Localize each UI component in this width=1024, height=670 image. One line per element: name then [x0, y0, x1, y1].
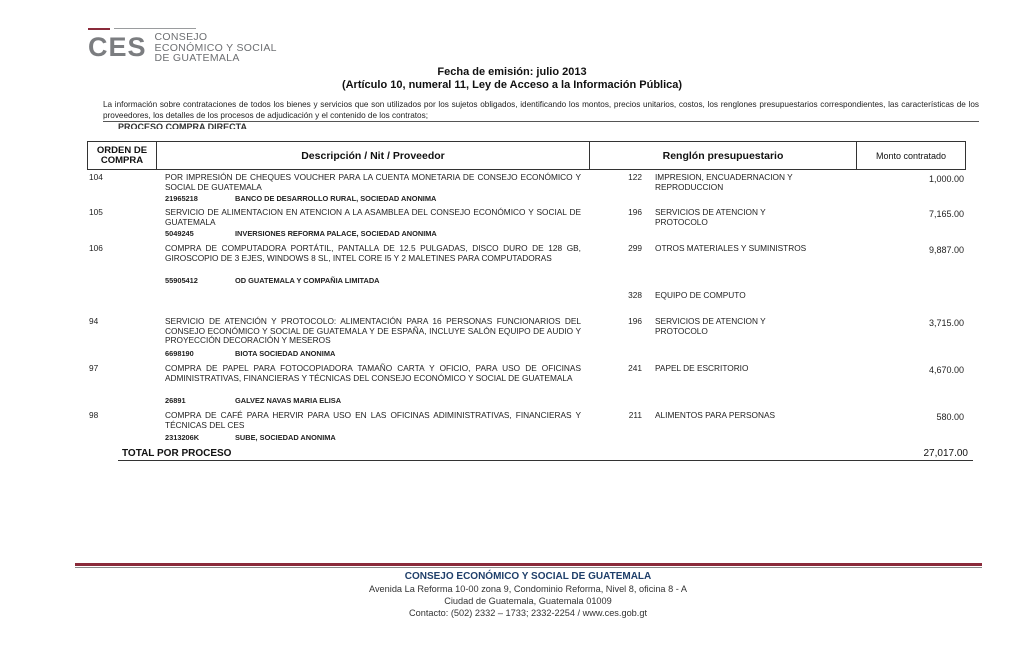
- row-descripcion: COMPRA DE COMPUTADORA PORTÁTIL, PANTALLA DE 12.5 PULGADAS, DISCO DURO DE 128 GB, GIROSCOPIO DE 3 EJES, WINDOWS 8 SL, INTEL CORE I5 Y 2 MALETINES PARA COMPUTADORAS: [165, 243, 581, 263]
- row-orden: 98: [89, 410, 99, 420]
- row-monto: 4,670.00: [928, 365, 964, 375]
- row-orden: 105: [89, 207, 103, 217]
- row-renglon-code: 241: [628, 363, 642, 373]
- logo-mark: CES: [88, 32, 147, 63]
- row-renglon-desc: SERVICIOS DE ATENCION Y PROTOCOLO: [655, 316, 766, 336]
- row-renglon-code: 196: [628, 207, 642, 217]
- footer-city: Ciudad de Guatemala, Guatemala 01009: [444, 596, 612, 606]
- row-descripcion: SERVICIO DE ATENCIÓN Y PROTOCOLO: ALIMENTACIÓN PARA 16 PERSONAS FUNCIONARIOS DEL CONSEJO ECONÓMICO Y SOCIAL DE GUATEMALA Y DE ESPAÑA, INCLUYE SALÓN EQUIPO DE AUDIO Y PROYECCIÓN DECORACIÓN Y MESEROS: [165, 316, 581, 346]
- footer-rule: [75, 563, 982, 566]
- footer-organization: CONSEJO ECONÓMICO Y SOCIAL DE GUATEMALA: [404, 571, 652, 582]
- row-proveedor: [165, 396, 341, 405]
- row-descripcion: COMPRA DE CAFÉ PARA HERVIR PARA USO EN LAS OFICINAS ADIMINISTRATIVAS, FINANCIERAS Y TÉCNICAS DEL CES: [165, 410, 581, 430]
- col-renglon: Renglón presupuestario: [590, 142, 857, 170]
- row-renglon-code: 122: [628, 172, 642, 182]
- row-renglon-code: 196: [628, 316, 642, 326]
- intro-paragraph: La información sobre contrataciones de todos los bienes y servicios que son utilizados por los sujetos obligados, identificando los montos, precios unitarios, costos, los renglones presupuestarios correspondientes, las características de los proveedores, los detalles de los procesos de adjudicación y el contenido de los contratos;: [103, 100, 979, 120]
- row-orden: 94: [89, 316, 99, 326]
- row-nit: 55905412: [165, 276, 198, 285]
- row-nit: 5049245: [165, 229, 194, 238]
- row-proveedor-name: BANCO DE DESARROLLO RURAL, SOCIEDAD ANONIMA: [235, 194, 437, 203]
- logo-line-2: ECONÓMICO Y SOCIAL: [154, 41, 277, 54]
- row-proveedor-name: OD GUATEMALA Y COMPAÑIA LIMITADA: [235, 276, 380, 285]
- row-renglon-desc: PAPEL DE ESCRITORIO: [655, 363, 749, 373]
- legal-reference: (Artículo 10, numeral 11, Ley de Acceso a la Información Pública): [341, 79, 683, 91]
- row-proveedor: [165, 349, 335, 358]
- row-proveedor: [165, 276, 380, 285]
- footer-address: Avenida La Reforma 10-00 zona 9, Condominio Reforma, Nivel 8, oficina 8 - A: [369, 584, 687, 594]
- total-label: TOTAL POR PROCESO: [122, 448, 232, 459]
- row-nit: 21965218: [165, 194, 198, 203]
- row-monto: 3,715.00: [928, 318, 964, 328]
- row-renglon-desc: OTROS MATERIALES Y SUMINISTROS: [655, 243, 807, 253]
- row-monto: 7,165.00: [928, 209, 964, 219]
- row-nit: 2313206K: [165, 433, 200, 442]
- row-orden: 104: [89, 172, 103, 182]
- row-renglon-desc: ALIMENTOS PARA PERSONAS: [655, 410, 776, 420]
- row-renglon-desc-2: EQUIPO DE COMPUTO: [655, 290, 746, 300]
- footer-rule-thin: [75, 567, 982, 568]
- total-divider: [118, 460, 973, 461]
- intro-divider: [103, 121, 979, 122]
- total-value: 27,017.00: [923, 448, 968, 459]
- row-proveedor: [165, 229, 437, 238]
- row-monto: 580.00: [936, 412, 964, 422]
- row-nit: 6698190: [165, 349, 194, 358]
- col-descripcion: Descripción / Nit / Proveedor: [157, 142, 590, 170]
- col-orden-compra: ORDEN DE COMPRA: [88, 142, 157, 170]
- row-proveedor-name: BIOTA SOCIEDAD ANONIMA: [235, 349, 336, 358]
- row-nit: 26891: [165, 396, 186, 405]
- row-orden: 97: [89, 363, 99, 373]
- logo-accent-icon: [88, 28, 196, 32]
- logo-text: [155, 32, 277, 64]
- row-monto: 9,887.00: [928, 245, 964, 255]
- row-renglon-code: 299: [628, 243, 642, 253]
- issue-date: Fecha de emisión: julio 2013: [437, 66, 587, 78]
- row-proveedor-name: SUBE, SOCIEDAD ANONIMA: [235, 433, 336, 442]
- row-renglon-desc: IMPRESION, ENCUADERNACION Y REPRODUCCION: [655, 172, 793, 192]
- col-monto: Monto contratado: [857, 142, 966, 170]
- row-orden: 106: [89, 243, 103, 253]
- row-descripcion: COMPRA DE PAPEL PARA FOTOCOPIADORA TAMAÑO CARTA Y OFICIO, PARA USO DE OFICINAS ADMINISTRATIVAS, FINANCIERAS Y TÉCNICAS DEL CONSEJO ECONÓMICO Y SOCIAL DE GUATEMALA: [165, 363, 581, 383]
- process-label: PROCESO COMPRA DIRECTA: [118, 123, 248, 129]
- ces-logo: [88, 32, 277, 64]
- table-header: [87, 141, 966, 170]
- row-renglon-code-2: 328: [628, 290, 642, 300]
- row-renglon-desc: SERVICIOS DE ATENCION Y PROTOCOLO: [655, 207, 766, 227]
- footer-contact: Contacto: (502) 2332 – 1733; 2332-2254 / www.ces.gob.gt: [408, 608, 647, 618]
- row-proveedor-name: GALVEZ NAVAS MARIA ELISA: [235, 396, 342, 405]
- row-descripcion: POR IMPRESIÓN DE CHEQUES VOUCHER PARA LA CUENTA MONETARIA DE CONSEJO ECONÓMICO Y SOCIAL DE GUATEMALA: [165, 172, 581, 192]
- row-proveedor: [165, 194, 436, 203]
- row-renglon-code: 211: [628, 410, 642, 420]
- row-proveedor-name: INVERSIONES REFORMA PALACE, SOCIEDAD ANONIMA: [235, 229, 437, 238]
- logo-line-3: DE GUATEMALA: [154, 52, 240, 64]
- row-descripcion: SERVICIO DE ALIMENTACION EN ATENCION A LA ASAMBLEA DEL CONSEJO ECONÓMICO Y SOCIAL DE GUATEMALA: [165, 207, 581, 227]
- row-proveedor: [165, 433, 336, 442]
- logo-line-1: CONSEJO: [154, 31, 208, 43]
- row-monto: 1,000.00: [928, 174, 964, 184]
